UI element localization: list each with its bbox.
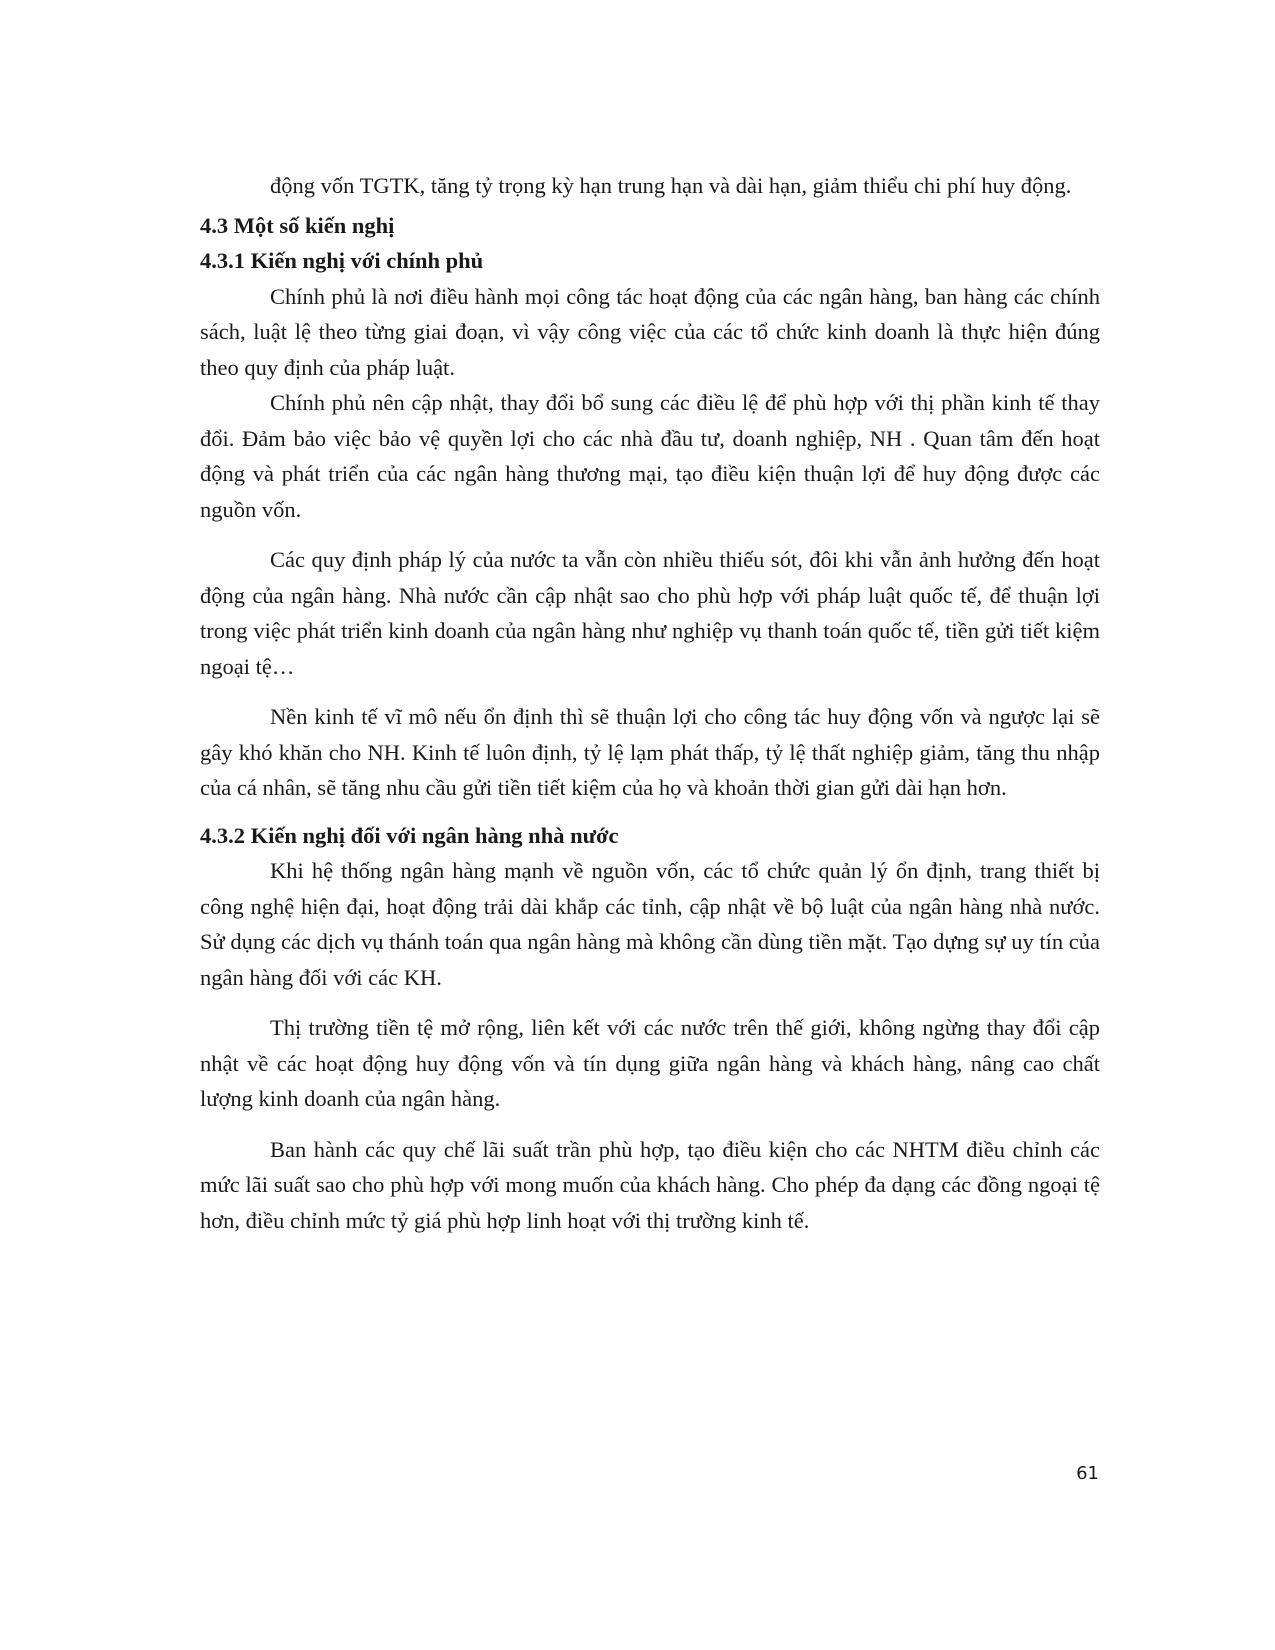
paragraph-macro-economy: Nền kinh tế vĩ mô nếu ổn định thì sẽ thuận lợi cho công tác huy động vốn và ngược lại sẽ gây khó khăn cho NH. Kinh tế luôn định, tỷ lệ lạm phát thấp, tỷ lệ thất nghiệp giảm, tăng thu nhập của cá nhân, sẽ tăng nhu cầu gửi tiền tiết kiệm của họ và khoản thời gian gửi dài hạn hơn. <box>200 704 1100 800</box>
paragraph-government-role: Chính phủ là nơi điều hành mọi công tác hoạt động của các ngân hàng, ban hàng các chính sách, luật lệ theo từng giai đoạn, vì vậy công việc của các tổ chức kinh doanh là thực hiện đúng theo quy định của pháp luật. <box>200 283 1100 380</box>
continuation-paragraph: động vốn TGTK, tăng tỷ trọng kỳ hạn trung hạn và dài hạn, giảm thiểu chi phí huy động. <box>270 173 1072 198</box>
paragraph-interest-rate: Ban hành các quy chế lãi suất trần phù hợp, tạo điều kiện cho các NHTM điều chỉnh các mức lãi suất sao cho phù hợp với mong muốn của khách hàng. Cho phép đa dạng các đồng ngoại tệ hơn, điều chỉnh mức tỷ giá phù hợp linh hoạt với thị trường kinh tế. <box>200 1136 1100 1233</box>
document-body <box>200 168 1100 1238</box>
paragraph-banking-system: Khi hệ thống ngân hàng mạnh về nguồn vốn, các tổ chức quản lý ổn định, trang thiết bị công nghệ hiện đại, hoạt động trải dài khắp các tỉnh, cập nhật về bộ luật của ngân hàng nhà nước. Sử dụng các dịch vụ thánh toán qua ngân hàng mà không cần dùng tiền mặt. Tạo dựng sự uy tín của ngân hàng đối với các KH. <box>200 858 1100 990</box>
section-heading-4-3-2: 4.3.2 Kiến nghị đối với ngân hàng nhà nước <box>200 822 619 848</box>
paragraph-government-update: Chính phủ nên cập nhật, thay đổi bổ sung các điều lệ để phù hợp với thị phần kinh tế thay đổi. Đảm bảo việc bảo vệ quyền lợi cho các nhà đầu tư, doanh nghiệp, NH . Quan tâm đến hoạt động và phát triển của các ngân hàng thương mại, tạo điều kiện thuận lợi để huy động được các nguồn vốn. <box>200 390 1100 522</box>
section-heading-4-3: 4.3 Một số kiến nghị <box>200 212 395 238</box>
page-number: 61 <box>1076 1463 1099 1484</box>
paragraph-legal-regulations: Các quy định pháp lý của nước ta vẫn còn nhiều thiếu sót, đôi khi vẫn ảnh hưởng đến hoạt động của ngân hàng. Nhà nước cần cập nhật sao cho phù hợp với pháp luật quốc tế, để thuận lợi trong việc phát triển kinh doanh của ngân hàng như nghiệp vụ thanh toán quốc tế, tiền gửi tiết kiệm ngoại tệ… <box>200 547 1100 679</box>
section-heading-4-3-1: 4.3.1 Kiến nghị với chính phủ <box>200 248 484 273</box>
paragraph-money-market: Thị trường tiền tệ mở rộng, liên kết với các nước trên thế giới, không ngừng thay đổi cập nhật về các hoạt động huy động vốn và tín dụng giữa ngân hàng và khách hàng, nâng cao chất lượng kinh doanh của ngân hàng. <box>200 1015 1100 1111</box>
